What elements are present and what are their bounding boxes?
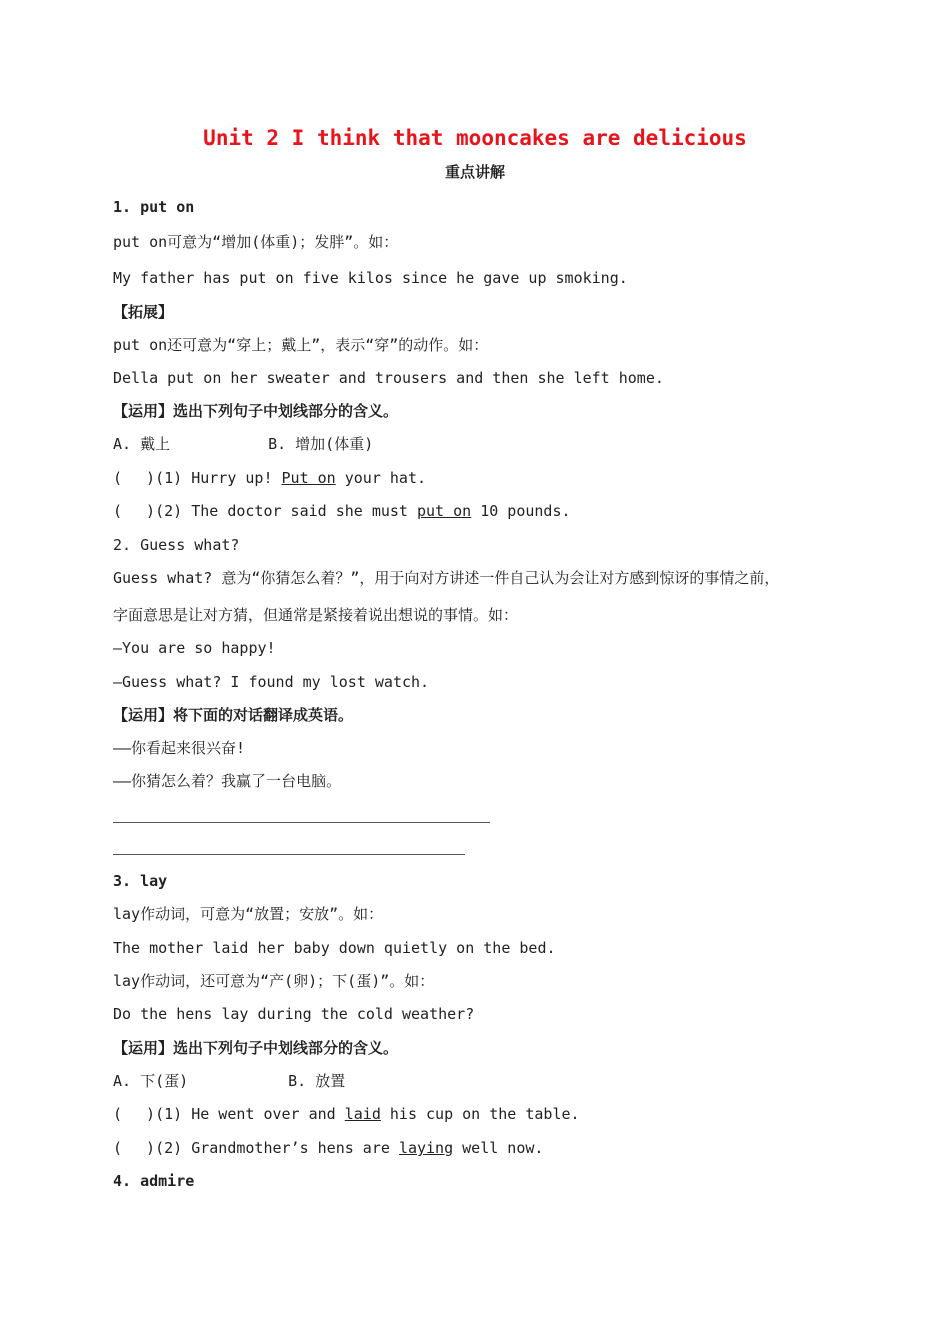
point-2-apply-instruction bbox=[113, 705, 353, 725]
point-1-expand-meaning: put on还可意为“穿上；戴上”，表示“穿”的动作。如： bbox=[113, 336, 489, 354]
point-1-apply-instruction bbox=[113, 401, 398, 421]
point-2-dialog-line-2: —Guess what? I found my lost watch. bbox=[113, 673, 430, 691]
point-1-heading: 1. put on bbox=[113, 198, 195, 216]
option-a: A. 戴上 bbox=[113, 435, 171, 453]
apply-text: 将下面的对话翻译成英语。 bbox=[173, 706, 354, 724]
underlined-phrase: laying bbox=[398, 1139, 454, 1157]
answer-line-1[interactable] bbox=[113, 822, 490, 823]
apply-text: 选出下列句子中划线部分的含义。 bbox=[173, 1039, 399, 1057]
underlined-phrase: put on bbox=[417, 502, 472, 520]
option-b: B. 放置 bbox=[288, 1072, 346, 1090]
point-2-chinese-line-2: ——你猜怎么着？我赢了一台电脑。 bbox=[113, 772, 342, 790]
point-2-dialog-line-1: —You are so happy! bbox=[113, 639, 276, 657]
point-2-heading: 2. Guess what? bbox=[113, 536, 240, 554]
document-title: Unit 2 I think that mooncakes are delicious bbox=[203, 126, 747, 150]
point-3-meaning-1: lay作动词，可意为“放置；安放”。如： bbox=[113, 905, 384, 923]
point-3-apply-instruction bbox=[113, 1038, 398, 1058]
apply-tag: 【运用】 bbox=[113, 706, 174, 724]
point-3-example-2: Do the hens lay during the cold weather? bbox=[113, 1005, 475, 1023]
expand-tag: 【拓展】 bbox=[113, 303, 174, 321]
point-1-options bbox=[113, 434, 373, 454]
answer-line-2[interactable] bbox=[113, 854, 465, 855]
apply-tag: 【运用】 bbox=[113, 402, 174, 420]
point-1-expand bbox=[113, 302, 173, 322]
point-2-meaning-line-1: Guess what? 意为“你猜怎么着？”，用于向对方讲述一件自己认为会让对方感到惊讶的事情之前， bbox=[113, 569, 780, 587]
point-2-chinese-line-1: ——你看起来很兴奋! bbox=[113, 739, 246, 757]
point-1-expand-example: Della put on her sweater and trousers and then she left home. bbox=[113, 369, 664, 387]
point-3-options bbox=[113, 1071, 345, 1091]
point-1-example: My father has put on five kilos since he gave up smoking. bbox=[113, 269, 628, 287]
apply-tag: 【运用】 bbox=[113, 1039, 174, 1057]
point-2-meaning-line-2: 字面意思是让对方猜，但通常是紧接着说出想说的事情。如： bbox=[113, 606, 519, 624]
underlined-phrase: Put on bbox=[281, 469, 336, 487]
point-3-question-2: ( )(2) Grandmother’s hens are laying well now. bbox=[113, 1139, 544, 1157]
point-3-question-1: ( )(1) He went over and laid his cup on the table. bbox=[113, 1105, 580, 1123]
apply-text: 选出下列句子中划线部分的含义。 bbox=[173, 402, 399, 420]
option-a: A. 下(蛋) bbox=[113, 1072, 189, 1090]
point-3-meaning-2: lay作动词，还可意为“产(卵)；下(蛋)”。如： bbox=[113, 972, 435, 990]
underlined-phrase: laid bbox=[344, 1105, 381, 1123]
point-3-heading: 3. lay bbox=[113, 872, 168, 890]
point-1-meaning: put on可意为“增加(体重)；发胖”。如： bbox=[113, 233, 399, 251]
point-3-example-1: The mother laid her baby down quietly on the bed. bbox=[113, 939, 556, 957]
section-subtitle: 重点讲解 bbox=[444, 163, 505, 181]
point-1-question-1: ( )(1) Hurry up! Put on your hat. bbox=[113, 469, 427, 487]
point-1-question-2: ( )(2) The doctor said she must put on 10 pounds. bbox=[113, 502, 571, 520]
option-b: B. 增加(体重) bbox=[268, 435, 374, 453]
point-4-heading: 4. admire bbox=[113, 1172, 195, 1190]
